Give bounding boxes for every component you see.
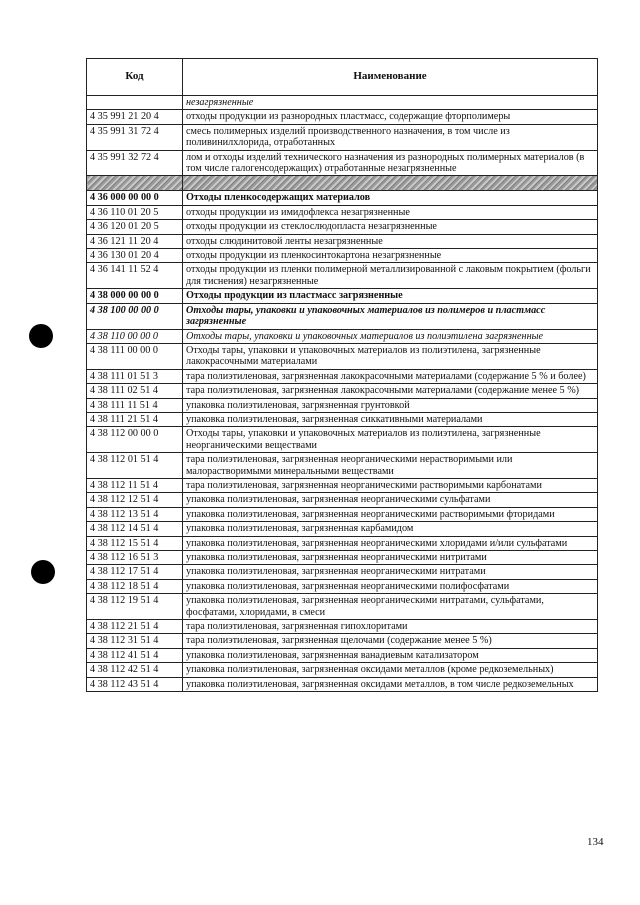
code-column-header: Код (87, 59, 183, 96)
table-row (87, 343, 598, 369)
waste-name-cell: упаковка полиэтиленовая, загрязненная оксидами металлов (кроме редкоземельных) (183, 663, 598, 677)
table-row (87, 536, 598, 550)
table-row (87, 579, 598, 593)
waste-name-cell: Отходы тары, упаковки и упаковочных материалов из полимеров и пластмасс загрязненные (183, 303, 598, 329)
table-row (87, 263, 598, 289)
table-row (87, 427, 598, 453)
table-header-row (87, 59, 598, 96)
waste-name-cell: отходы продукции из стеклослюдопласта незагрязненные (183, 220, 598, 234)
waste-code-cell: 4 38 112 16 51 3 (87, 551, 183, 565)
waste-code-cell: 4 38 112 11 51 4 (87, 478, 183, 492)
table-row (87, 234, 598, 248)
table-row (87, 663, 598, 677)
waste-name-cell: упаковка полиэтиленовая, загрязненная неорганическими сульфатами (183, 493, 598, 507)
waste-code-cell: 4 36 141 11 52 4 (87, 263, 183, 289)
table-row (87, 384, 598, 398)
waste-code-cell: 4 38 111 02 51 4 (87, 384, 183, 398)
waste-name-cell: упаковка полиэтиленовая, загрязненная грунтовкой (183, 398, 598, 412)
waste-name-cell: упаковка полиэтиленовая, загрязненная неорганическими нитратами, сульфатами, фосфатами, хлоридами, в смеси (183, 594, 598, 620)
waste-name-cell: Отходы пленкосодержащих материалов (183, 191, 598, 205)
waste-name-cell: тара полиэтиленовая, загрязненная неорганическими растворимыми карбонатами (183, 478, 598, 492)
waste-code-cell: 4 38 112 01 51 4 (87, 453, 183, 479)
table-row (87, 677, 598, 691)
waste-code-cell: 4 36 121 11 20 4 (87, 234, 183, 248)
waste-code-cell: 4 35 991 31 72 4 (87, 124, 183, 150)
waste-name-cell: тара полиэтиленовая, загрязненная неорганическими нерастворимыми или малорастворимыми минеральными веществами (183, 453, 598, 479)
waste-code-cell: 4 38 100 00 00 0 (87, 303, 183, 329)
waste-name-cell: упаковка полиэтиленовая, загрязненная неорганическими хлоридами и/или сульфатами (183, 536, 598, 550)
waste-name-cell: тара полиэтиленовая, загрязненная щелочами (содержание менее 5 %) (183, 634, 598, 648)
table-row (87, 289, 598, 303)
waste-code-cell: 4 38 111 11 51 4 (87, 398, 183, 412)
page-number: 134 (587, 836, 604, 848)
waste-code-cell: 4 38 112 15 51 4 (87, 536, 183, 550)
table-row (87, 648, 598, 662)
waste-code-cell: 4 38 112 14 51 4 (87, 522, 183, 536)
name-column-header: Наименование (183, 59, 598, 96)
waste-code-cell: 4 38 112 43 51 4 (87, 677, 183, 691)
waste-code-cell: 4 36 120 01 20 5 (87, 220, 183, 234)
table-row (87, 594, 598, 620)
table-row (87, 191, 598, 205)
waste-code-cell: 4 38 112 42 51 4 (87, 663, 183, 677)
table-row (87, 249, 598, 263)
waste-name-cell: отходы продукции из пленкосинтокартона незагрязненные (183, 249, 598, 263)
waste-code-cell: 4 38 111 00 00 0 (87, 343, 183, 369)
table-row (87, 551, 598, 565)
separator-cell (87, 176, 183, 191)
waste-code-cell: 4 35 991 32 72 4 (87, 150, 183, 176)
waste-code-cell: 4 38 112 12 51 4 (87, 493, 183, 507)
table-row (87, 522, 598, 536)
waste-code-cell: 4 38 112 19 51 4 (87, 594, 183, 620)
table-row (87, 220, 598, 234)
table-row (87, 329, 598, 343)
waste-code-cell: 4 36 110 01 20 5 (87, 205, 183, 219)
waste-name-cell: лом и отходы изделий технического назначения из разнородных полимерных материалов (в том числе галогенсодержащих) отработанные незагрязненные (183, 150, 598, 176)
waste-name-cell: упаковка полиэтиленовая, загрязненная карбамидом (183, 522, 598, 536)
waste-name-cell: Отходы тары, упаковки и упаковочных материалов из полиэтилена загрязненные (183, 329, 598, 343)
table-row (87, 634, 598, 648)
table-row (87, 124, 598, 150)
waste-code-cell: 4 36 000 00 00 0 (87, 191, 183, 205)
table-row (87, 478, 598, 492)
table-row (87, 369, 598, 383)
waste-name-cell: упаковка полиэтиленовая, загрязненная неорганическими полифосфатами (183, 579, 598, 593)
waste-code-cell: 4 38 111 21 51 4 (87, 412, 183, 426)
table-row (87, 565, 598, 579)
table-row (87, 150, 598, 176)
waste-name-cell: упаковка полиэтиленовая, загрязненная неорганическими нитритами (183, 551, 598, 565)
waste-code-cell: 4 35 991 21 20 4 (87, 110, 183, 124)
waste-name-cell: Отходы тары, упаковки и упаковочных материалов из полиэтилена, загрязненные лакокрасочными материалами (183, 343, 598, 369)
punch-hole-mark (29, 324, 53, 348)
table-row (87, 96, 598, 110)
waste-code-cell: 4 38 112 00 00 0 (87, 427, 183, 453)
waste-name-cell: отходы продукции из имидофлекса незагрязненные (183, 205, 598, 219)
waste-code-cell: 4 38 111 01 51 3 (87, 369, 183, 383)
waste-name-cell: упаковка полиэтиленовая, загрязненная оксидами металлов, в том числе редкоземельных (183, 677, 598, 691)
waste-name-cell: Отходы тары, упаковки и упаковочных материалов из полиэтилена, загрязненные неорганическими веществами (183, 427, 598, 453)
waste-code-cell: 4 38 112 13 51 4 (87, 507, 183, 521)
table-body (87, 96, 598, 692)
punch-hole-mark (31, 560, 55, 584)
table-row (87, 493, 598, 507)
table-row (87, 303, 598, 329)
waste-name-cell: упаковка полиэтиленовая, загрязненная неорганическими растворимыми фторидами (183, 507, 598, 521)
waste-name-cell: незагрязненные (183, 96, 598, 110)
waste-code-cell: 4 38 112 17 51 4 (87, 565, 183, 579)
waste-name-cell: упаковка полиэтиленовая, загрязненная неорганическими нитратами (183, 565, 598, 579)
waste-code-cell: 4 38 112 41 51 4 (87, 648, 183, 662)
waste-name-cell: Отходы продукции из пластмасс загрязненные (183, 289, 598, 303)
table-row (87, 453, 598, 479)
waste-name-cell: отходы слюдинитовой ленты незагрязненные (183, 234, 598, 248)
shaded-separator-row (87, 176, 598, 191)
table-row (87, 398, 598, 412)
waste-code-cell: 4 38 112 31 51 4 (87, 634, 183, 648)
waste-code-cell: 4 38 110 00 00 0 (87, 329, 183, 343)
waste-name-cell: тара полиэтиленовая, загрязненная гипохлоритами (183, 620, 598, 634)
waste-name-cell: упаковка полиэтиленовая, загрязненная ванадиевым катализатором (183, 648, 598, 662)
table-row (87, 620, 598, 634)
table-row (87, 507, 598, 521)
waste-code-cell: 4 38 000 00 00 0 (87, 289, 183, 303)
separator-cell (183, 176, 598, 191)
waste-code-cell: 4 36 130 01 20 4 (87, 249, 183, 263)
waste-name-cell: тара полиэтиленовая, загрязненная лакокрасочными материалами (содержание 5 % и более) (183, 369, 598, 383)
table-row (87, 110, 598, 124)
waste-name-cell: смесь полимерных изделий производственного назначения, в том числе из поливинилхлорида, отработанных (183, 124, 598, 150)
waste-name-cell: отходы продукции из пленки полимерной металлизированной с лаковым покрытием (фольги для тиснения) незагрязненные (183, 263, 598, 289)
waste-code-cell (87, 96, 183, 110)
table-row (87, 412, 598, 426)
waste-code-cell: 4 38 112 21 51 4 (87, 620, 183, 634)
table-row (87, 205, 598, 219)
waste-classification-table (86, 58, 598, 692)
waste-name-cell: тара полиэтиленовая, загрязненная лакокрасочными материалами (содержание менее 5 %) (183, 384, 598, 398)
waste-name-cell: упаковка полиэтиленовая, загрязненная сиккативными материалами (183, 412, 598, 426)
waste-code-cell: 4 38 112 18 51 4 (87, 579, 183, 593)
waste-name-cell: отходы продукции из разнородных пластмасс, содержащие фторполимеры (183, 110, 598, 124)
